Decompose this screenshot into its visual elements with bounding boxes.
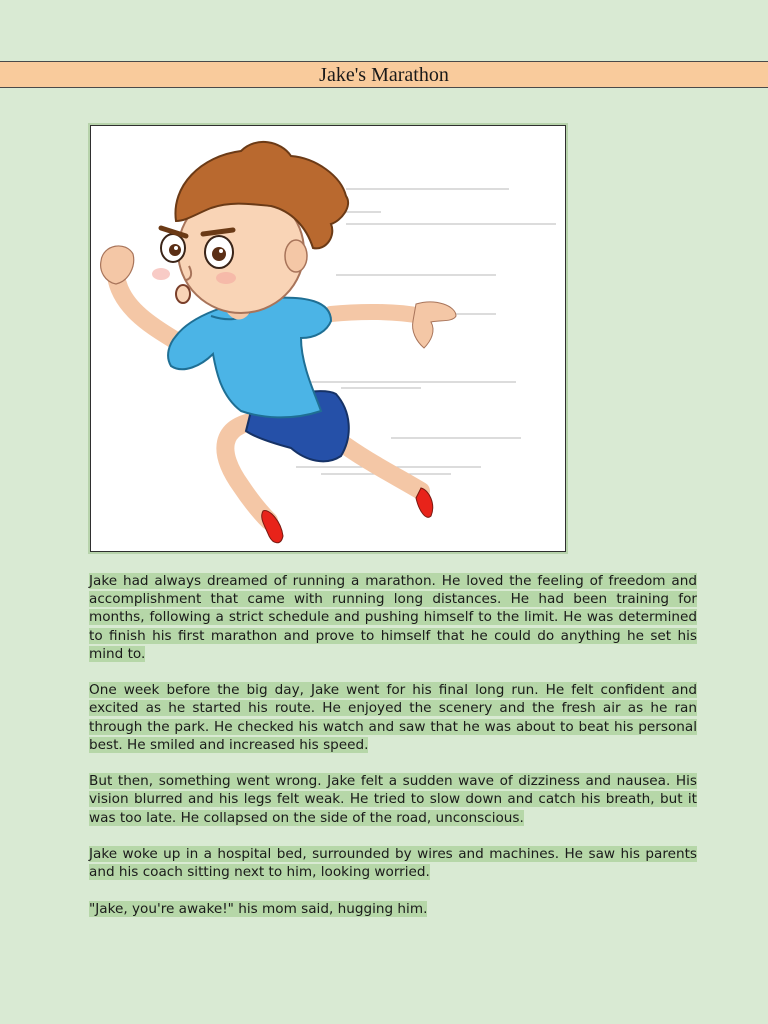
illustration-frame	[90, 125, 566, 552]
story-text	[89, 572, 697, 936]
page-title: Jake's Marathon	[319, 63, 449, 86]
paragraph: "Jake, you're awake!" his mom said, hugging him.	[89, 900, 428, 917]
running-boy-icon	[91, 126, 565, 551]
paragraph: Jake had always dreamed of running a marathon. He loved the feeling of freedom and accomplishment that came with running long distances. He had been training for months, following a strict schedule and pushing himself to the limit. He was determined to finish his first marathon and prove to himself that he could do anything he set his mind to.	[89, 573, 697, 662]
paragraph: One week before the big day, Jake went for his final long run. He felt confident and excited as he started his route. He enjoyed the scenery and the fresh air as he ran through the park. He checked his watch and saw that he was about to beat his personal best. He smiled and increased his speed.	[89, 682, 697, 753]
paragraph: Jake woke up in a hospital bed, surrounded by wires and machines. He saw his parents and his coach sitting next to him, looking worried.	[89, 846, 697, 881]
paragraph: But then, something went wrong. Jake felt a sudden wave of dizziness and nausea. His vision blurred and his legs felt weak. He tried to slow down and catch his breath, but it was too late. He collapsed on the side of the road, unconscious.	[89, 773, 697, 826]
title-bar	[0, 61, 768, 88]
